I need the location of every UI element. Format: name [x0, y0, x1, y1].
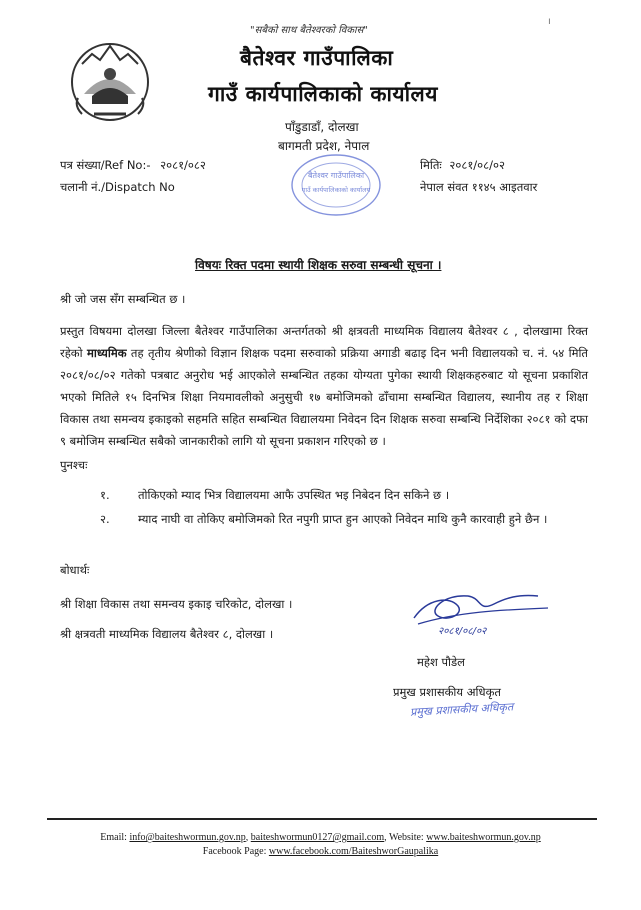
motto: "सबैको साथ बैतेश्वरको विकास" — [250, 25, 368, 36]
ref-label: पत्र संख्या/Ref No:- — [60, 158, 151, 172]
list-item-number: १. — [100, 488, 110, 502]
website-label: , Website: — [384, 832, 427, 843]
punah-label: पुनश्चः — [60, 458, 88, 472]
signer-designation: प्रमुख प्रशासकीय अधिकृत — [393, 685, 501, 699]
body-paragraph — [60, 320, 588, 452]
email-link-2[interactable]: baiteshwormun0127@gmail.com — [250, 832, 385, 843]
nepal-emblem-icon — [64, 34, 156, 126]
footer-facebook — [0, 846, 641, 857]
list-item-text: म्याद नाघी वा तोकिए बमोजिमको रित नपुगी प्राप्त हुन आएको निवेदन माथि कुनै कारवाही हुने छैन । — [138, 512, 548, 526]
bodhartha-label: बोधार्थः — [60, 563, 90, 577]
signature-icon — [398, 588, 558, 648]
footer-divider — [47, 818, 597, 820]
margin-mark: ı — [548, 16, 551, 27]
list-item — [100, 488, 449, 503]
nepal-sambat: नेपाल संवत ११४५ आइतवार — [420, 180, 538, 194]
dispatch-number: चलानी नं./Dispatch No — [60, 180, 175, 194]
address-line-1: पाँडुडाडाँ, दोलखा — [285, 120, 359, 134]
facebook-link[interactable]: www.facebook.com/BaiteshworGaupalika — [268, 846, 439, 857]
date — [420, 158, 505, 173]
salutation: श्री जो जस सँग सम्बन्धित छ । — [60, 292, 186, 306]
body-bold: माध्यमिक — [87, 346, 127, 360]
facebook-label: Facebook Page: — [202, 846, 269, 857]
ref-number — [60, 158, 206, 173]
office-title: गाउँ कार्यपालिकाको कार्यालय — [208, 82, 438, 106]
office-stamp-icon — [288, 150, 384, 220]
email-separator: , — [245, 832, 251, 843]
cc-recipient-2: श्री क्षत्रवती माध्यमिक विद्यालय बैतेश्वर ८, दोलखा । — [60, 627, 274, 641]
office-name: बैतेश्वर गाउँपालिका — [240, 46, 394, 70]
website-link[interactable]: www.baiteshwormun.gov.np — [426, 832, 541, 843]
designation-stamp: प्रमुख प्रशासकीय अधिकृत — [409, 700, 514, 719]
email-link-1[interactable]: info@baiteshwormun.gov.np — [129, 832, 246, 843]
signature-date: २०८१/०८/०२ — [438, 626, 487, 637]
stamp-line-1: बैतेश्वर गाउँपालिका — [307, 171, 365, 180]
address-line-2: बागमती प्रदेश, नेपाल — [278, 139, 370, 153]
cc-recipient-1: श्री शिक्षा विकास तथा समन्वय इकाइ चरिकोट, दोलखा । — [60, 597, 293, 611]
signer-name: महेश पौडेल — [417, 655, 465, 669]
body-part-1: प्रस्तुत विषयमा दोलखा जिल्ला बैतेश्वर गाउँपालिका अन्तर्गतको श्री क्षत्रवती माध्यमिक विद्यालय बैतेश्वर ८ , दोलखामा रिक्त रहेको — [60, 324, 588, 360]
footer-contact — [0, 832, 641, 843]
subject: विषयः रिक्त पदमा स्थायी शिक्षक सरुवा सम्बन्धी सूचना । — [195, 258, 442, 272]
list-item-number: २. — [100, 512, 110, 526]
date-label: मितिः — [420, 158, 442, 172]
list-item — [100, 512, 547, 527]
body-part-2: तह तृतीय श्रेणीको विज्ञान शिक्षक पदमा सरुवाको प्रक्रिया अगाडी बढाइ दिन भनी विद्यालयको च. नं. ५४ मिति २०८१/०८/०२ गतेको पत्रबाट अनुरोध भई आएकोले सम्बन्धित तहका योग्यता पुगेका स्थायी शिक्षकहरुबाट यो सूचना प्रकाशित भएको मितिले १५ दिनभित्र शिक्षा नियमावलीको अनुसुची १७ बमोजिमको ढाँचामा सम्बन्धित विद्यालय, स्थानीय तह र शिक्षा विकास तथा समन्वय इकाइको सहमति सहित सम्बन्धित विद्यालयमा निवेदन दिन शिक्षक सरुवा सम्बन्धि निर्देशिका २०८१ को दफा ९ बमोजिम सम्बन्धित सबैको जानकारीको लागि यो सूचना प्रकाशन गरिएको छ । — [60, 346, 588, 448]
list-item-text: तोकिएको म्याद भित्र विद्यालयमा आफै उपस्थित भइ निबेदन दिन सकिने छ । — [138, 488, 450, 502]
date-value: २०८१/०८/०२ — [449, 158, 505, 172]
email-label: Email: — [100, 832, 130, 843]
stamp-line-2: गाउँ कार्यपालिकाको कार्यालय — [301, 186, 371, 194]
ref-value: २०८१/०८२ — [160, 158, 206, 172]
